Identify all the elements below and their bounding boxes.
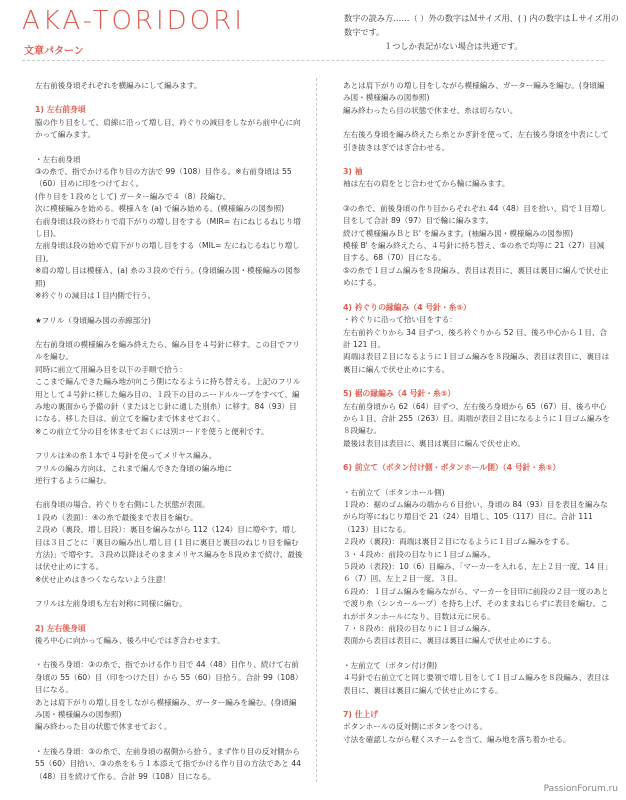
left-back-continued: あとは肩下がりの増し目をしながら模様編み、ガーター編みを編む。(身頃編み図・模様編みの図参照) 編み終わったら目の状態で休ませ、糸は切らない。 xyxy=(343,81,605,115)
section-3-title: 3) 袖 xyxy=(343,167,363,177)
frill-title: ★フリル（身頃編み図の赤線部分) xyxy=(35,315,151,325)
section-5-title: 5) 裾の縁編み（4 号針・糸⑤） xyxy=(343,389,456,399)
section-7-title: 7) 仕上げ xyxy=(343,710,379,720)
frill-text-3: 右前身頃の場合、衿ぐりを右側にした状態が表面。 １段め（表面）：④の糸で最後まで表目を編む。 ２段め（裏段、増し目段）：裏目を編みながら 112（124）目に増やす。増し目は３目ごとに「裏目の編み出し増し目 (１目に裏目と裏目のねじり目を編む方法)」で増やす。３段め以降はそのままメリヤス編みを８段めまで続け、最後は伏せ止めにする。 ※伏せ止めはきつくならないよう注意！ xyxy=(35,500,303,584)
section-3-text: 袖は左右の肩をとじ合わせてから輪に編みます。 xyxy=(343,179,510,189)
back-seam-text: 左右後ろ身頃を編み終えたら糸とかぎ針を使って、左右後ろ身頃を中表にして引き抜きはぎではぎ合わせる。 xyxy=(343,130,609,152)
left-column xyxy=(35,80,303,783)
header-divider xyxy=(22,60,604,61)
section-1-text: 脇の作り目をして、肩線に沿って増し目、衿ぐりの減目をしながら前中心に向かって編みます。 xyxy=(35,117,301,140)
section-6-right-band: ・右前立て（ボタンホール側) １段め：裾のゴム編みの端から６目拾い、身頃の 84（93）目を表目を編みながら均等にねじり増目で 21（24）目増し、105（117）目に。合計 111（123）目になる。 ２段め（裏段)：両端は裏目２目になるように１目ゴム編みをする。 ３・４段め：前段の目なりに１目ゴム編み。 ５段め（表段)：10（6）目編み、「マーカーを入れる、左上２目一度、14 目」６（7）回、左上２目一度、３目。 ６段め：１目ゴム編みを編みながら、マーカーを目印に前段の２目一度のあとで渡り糸（シンカーループ）を持ち上げ、そのままねじらずに表目を編む。これがボタンホールになり、目数は元に戻る。 ７・８段め：前段の目なりに１目ゴム編み。 表面から表目は表目に、裏目は裏目に編んで伏せ止めにする。 xyxy=(343,487,609,646)
size-note xyxy=(344,11,624,53)
section-2-title: 2) 左右後身頃 xyxy=(35,623,86,633)
size-note-line-1: 数字の読み方……（ ）外の数字はＭサイズ用、( ) 内の数字はＬサイズ用の数字です。 xyxy=(344,13,619,37)
section-6-title: 6) 前立て（ボタン付け側・ボタンホール側）（4 号針・糸⑤） xyxy=(343,463,561,473)
section-1-steps: ・左右前身頃 ③の糸で、指でかける作り目の方法で 99（108）目作る。※右前身頃は 55（60）目めに印をつけておく。 (作り目を１段めとして) ガーター編みで４（8）段編む。 次に模様編みを始める。模様Ａを (a) で編み始める。(模様編みの図参照) 右前身頃は段の終わりで肩下がりの増し目をする（MIR= 右にねじるねじり増し目)。 左前身頃は段の始めで肩下がりの増し目をする（MIL= 左にねじるねじり増し目)。 ※肩の増し目は模様Ａ、(a) 糸の３段めで行う。(身頃編み図・模様編みの図参照) ※衿ぐりの減目は１目内側で行う。 xyxy=(35,154,301,301)
size-note-line-2: １つしか表記がない場合は共通です。 xyxy=(384,41,523,51)
section-7-text: ボタンホールの反対側にボタンをつける。 寸法を確認しながら軽くスチームを当て、編み地を落ち着かせる。 xyxy=(343,722,571,744)
pattern-subtitle: 文章パターン xyxy=(24,46,84,57)
intro-text: 左右前後身頃それぞれを横編みにして編みます。 xyxy=(35,81,202,90)
section-2-text: 後ろ中心に向かって編み、後ろ中心ではぎ合わせます。 xyxy=(35,636,225,646)
frill-text-1: 左右前身頃の模様編みを編み終えたら、編み目を４号針に移す。この目でフリルを編む。 同時に前立て用編み目を以下の手順で拾う： ここまで編んできた編み地が向こう側になるように持ち替える。上記のフリル用として４号針に移した編み目の、１段下の目のニードルループをすべて、編み地の裏面から予備の針（またはとじ針に通した別糸）に移す。84（93）目になる。移した目は、前立てを編むまで休ませておく。 ※この前立て分の目を休ませておくには別コードを使うと便利です。 xyxy=(35,339,301,436)
section-5-text: 左右前身頃から 62（64）目ずつ、左右後ろ身頃から 65（67）目、後ろ中心から１目、合計 255（263）目。両端が表目２目になるように１目ゴム編みを８段編む。 最後は表目は表目に、裏目は裏目に編んで伏せ止め。 xyxy=(343,401,610,448)
section-1-title: 1) 左右前身頃 xyxy=(35,105,86,115)
right-column xyxy=(343,80,611,746)
frill-text-4: フリルは左前身頃も左右対称に同様に編む。 xyxy=(35,599,187,609)
site-watermark: PassionForum.ru xyxy=(543,784,618,794)
section-2-right-back: ・右後ろ身頃：③の糸で、指でかける作り目で 44（48）目作り、続けて右前身頃の 55（60）目（印をつけた目）から 55（60）目拾う。合計 99（108）目になる。 あとは肩下がりの増し目をしながら模様編み、ガーター編みを編む。(身頃編み図・模様編みの図参照) 編み終わった目の状態で休ませておく。 xyxy=(35,660,303,732)
section-4-text: ・衿ぐりに沿って拾い目をする： 左右前衿ぐりから 34 目ずつ、後ろ衿ぐりから 52 目、後ろ中心から１目、合計 121 目。 両端は表目２目になるように１目ゴム編みを８段編み、表目は表目に、裏目は裏目に編んで伏せ止めにする。 xyxy=(343,315,610,374)
section-6-left-band: ・左前立て（ボタン付け側) ４号針で右前立てと同じ要領で増し目をして１目ゴム編みを８段編み、表目は表目に、裏目は裏目に編んで伏せ止めにする。 xyxy=(343,660,610,695)
pattern-title: AKA-TORIDORI xyxy=(22,6,245,36)
section-3-steps: ③の糸で、前後身頃の作り目からそれぞれ 44（48）目を拾い、肩で１目増し目をして合計 89（97）目で輪に編みます。 続けて模様編みＢとＢ' を編みます。(袖編み図・模様編みの図参照) 模様 B' を編み終えたら、４号針に持ち替え、⑤の糸で均等に 21（27）目減目する。68（70）目になる。 ⑤の糸で１目ゴム編みを８段編み、表目は表目に、裏目は裏目に編んで伏せ止めにする。 xyxy=(343,203,609,288)
column-divider xyxy=(316,78,317,782)
section-4-title: 4) 衿ぐりの縁編み（4 号針・糸⑤） xyxy=(343,302,471,312)
frill-text-2: フリルは④の糸１本で４号針を使ってメリヤス編み。 フリルの編み方向は、これまで編んできた身頃の編み地に 逆行するように編む。 xyxy=(35,451,233,485)
section-2-left-back: ・左後ろ身頃：③の糸で、左前身頃の裾側から拾う。まず作り目の反対側から 55（60）目拾い、③の糸をもう１本添えて指でかける作り目の方法であと 44（48）目を続けて作る。合計 99（108）目になる。 xyxy=(35,746,303,781)
